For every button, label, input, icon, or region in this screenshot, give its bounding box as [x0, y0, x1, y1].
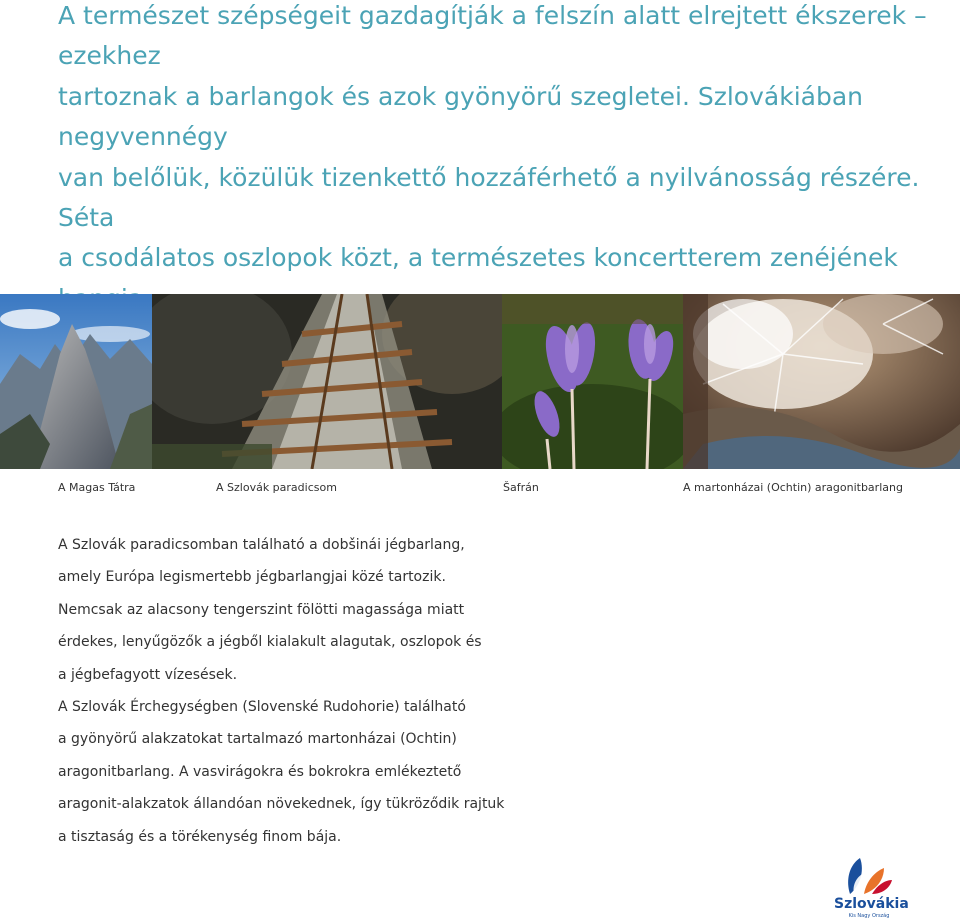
body-line: aragonit-alakzatok állandóan növekednek, így tükröződik rajtuk — [58, 796, 505, 813]
photo-slovak-paradise — [152, 294, 502, 469]
intro-line: tartoznak a barlangok és azok gyönyörű szegletei. Szlovákiában negyvennégy — [58, 81, 863, 152]
body-line: aragonitbarlang. A vasvirágokra és bokrokra emlékeztető — [58, 763, 462, 780]
body-line: érdekes, lenyűgözők a jégből kialakult alagutak, oszlopok és — [58, 634, 482, 651]
body-line: a tisztaság és a törékenység finom bája. — [58, 828, 342, 845]
photo-strip — [0, 294, 960, 469]
body-line: a jégbefagyott vízesések. — [58, 666, 238, 683]
body-line: Nemcsak az alacsony tengerszint fölötti magassága miatt — [58, 601, 465, 618]
photo-saffron — [502, 294, 683, 469]
intro-line: van belőlük, közülük tizenkettő hozzáférhető a nyilvánosság részére. Séta — [58, 162, 920, 233]
body-line: amely Európa legismertebb jégbarlangjai közé tartozik. — [58, 569, 446, 586]
caption-high-tatras: A Magas Tátra — [58, 481, 136, 494]
intro-line: A természet szépségeit gazdagítják a felszín alatt elrejtett ékszerek – ezekhez — [58, 1, 927, 71]
body-line: A Szlovák paradicsomban található a dobšinái jégbarlang, — [58, 537, 465, 553]
logo-tagline: Kis Nagy Ország — [848, 913, 890, 919]
photo-high-tatras — [0, 294, 152, 469]
photo-aragonite-cave — [683, 294, 960, 469]
body-line: a gyönyörű alakzatokat tartalmazó martonházai (Ochtin) — [58, 731, 457, 748]
logo-wordmark: Szlovákia — [834, 896, 909, 912]
caption-saffron: Šafrán — [503, 481, 539, 494]
body-paragraph — [58, 529, 528, 853]
slovakia-logo — [834, 856, 909, 922]
caption-slovak-paradise: A Szlovák paradicsom — [216, 481, 337, 494]
body-line: A Szlovák Érchegységben (Slovenské Rudohorie) található — [58, 699, 466, 716]
intro-line: a csodálatos oszlopok közt, a természetes koncertterem zenéjének — [58, 243, 898, 273]
logo-leaf-icon — [844, 856, 894, 896]
caption-aragonite-cave: A martonházai (Ochtin) aragonitbarlang — [683, 481, 903, 494]
